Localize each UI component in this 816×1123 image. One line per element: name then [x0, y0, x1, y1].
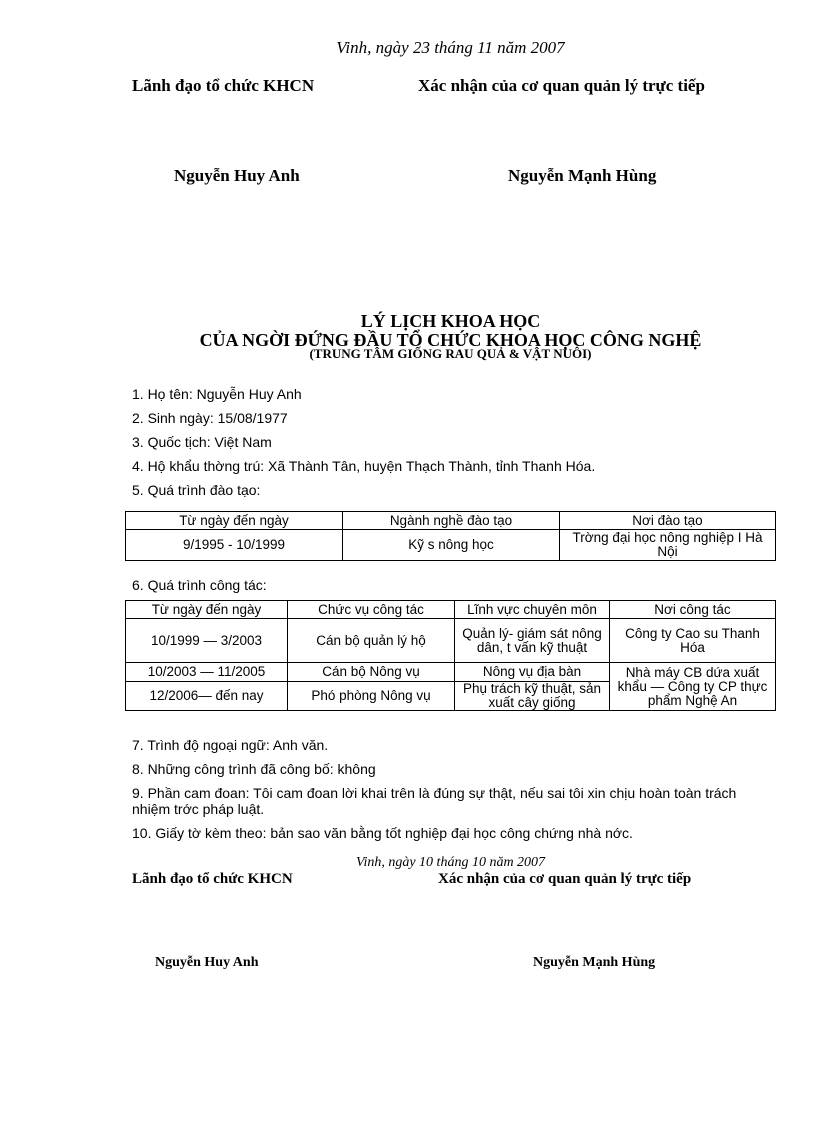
item-birthdate: 2. Sinh ngày: 15/08/1977 [132, 410, 288, 426]
footer-right-signer: Nguyễn Mạnh Hùng [533, 955, 656, 970]
work-cell: 10/1999 — 3/2003 [126, 619, 288, 663]
education-table [125, 511, 776, 561]
header-right-title: Xác nhận của cơ quan quản lý trực tiếp [418, 76, 705, 95]
education-cell: Kỹ s nông học [343, 530, 560, 561]
work-cell: Cán bộ quản lý hộ [288, 619, 455, 663]
item-residence: 4. Hộ khẩu thờng trú: Xã Thành Tân, huyện Thạch Thành, tỉnh Thanh Hóa. [132, 458, 596, 474]
item-work-heading: 6. Quá trình công tác: [132, 577, 267, 593]
education-cell: Trờng đại học nông nghiệp I Hà Nội [560, 530, 776, 561]
work-header-cell: Lĩnh vực chuyên môn [455, 601, 610, 619]
work-table [125, 600, 776, 711]
work-cell: 12/2006— đến nay [126, 682, 288, 711]
table-row [126, 619, 776, 663]
header-left-signer: Nguyễn Huy Anh [174, 166, 300, 185]
item-publications: 8. Những công trình đã công bố: không [132, 761, 376, 777]
doc-title-line3: (TRUNG TÂM GIỐNG RAU QUẢ & VẬT NUÔI) [309, 346, 592, 361]
item-education-heading: 5. Quá trình đào tạo: [132, 482, 261, 498]
table-row [126, 530, 776, 561]
header-date: Vinh, ngày 23 tháng 11 năm 2007 [336, 38, 565, 57]
work-header-cell: Từ ngày đến ngày [126, 601, 288, 619]
item-language: 7. Trình độ ngoại ngữ: Anh văn. [132, 737, 329, 753]
work-cell: Công ty Cao su Thanh Hóa [610, 619, 776, 663]
work-cell: Quản lý- giám sát nông dân, t vấn kỹ thuật [455, 619, 610, 663]
item-commitment: 9. Phần cam đoan: Tôi cam đoan lời khai trên là đúng sự thật, nếu sai tôi xin chịu hoàn toàn trách [132, 785, 737, 801]
footer-date: Vinh, ngày 10 tháng 10 năm 2007 [355, 855, 546, 870]
education-cell: 9/1995 - 10/1999 [126, 530, 343, 561]
work-header-cell: Nơi công tác [610, 601, 776, 619]
table-row [126, 663, 776, 682]
footer-right-title: Xác nhận của cơ quan quản lý trực tiếp [438, 871, 692, 887]
work-cell: Phụ trách kỹ thuật, sản xuất cây giống [455, 682, 610, 711]
item-nationality: 3. Quốc tịch: Việt Nam [132, 434, 272, 450]
footer-left-title: Lãnh đạo tổ chức KHCN [132, 871, 293, 887]
education-header-cell: Từ ngày đến ngày [126, 512, 343, 530]
footer-left-signer: Nguyễn Huy Anh [155, 955, 259, 970]
work-header-cell: Chức vụ công tác [288, 601, 455, 619]
work-cell: Nông vụ địa bàn [455, 663, 610, 682]
doc-title-line2: CỦA NGỜI ĐỨNG ĐẦU TỔ CHỨC KHOA HỌC CÔNG NGHỆ [199, 330, 702, 350]
education-header-cell: Nơi đào tạo [560, 512, 776, 530]
work-cell: Nhà máy CB dứa xuất khẩu — Công ty CP thực phẩm Nghệ An [610, 663, 776, 711]
item-fullname: 1. Họ tên: Nguyễn Huy Anh [132, 386, 302, 402]
work-cell: Phó phòng Nông vụ [288, 682, 455, 711]
doc-title-line1: LÝ LỊCH KHOA HỌC [360, 311, 541, 331]
work-cell: 10/2003 — 11/2005 [126, 663, 288, 682]
education-header-cell: Ngành nghề đào tạo [343, 512, 560, 530]
item-attachments: 10. Giấy tờ kèm theo: bản sao văn bằng tốt nghiệp đại học công chứng nhà nớc. [132, 825, 633, 841]
work-cell: Cán bộ Nông vụ [288, 663, 455, 682]
item-commitment-cont: nhiệm trớc pháp luật. [132, 801, 265, 817]
header-right-signer: Nguyễn Mạnh Hùng [508, 166, 657, 185]
header-left-title: Lãnh đạo tổ chức KHCN [132, 76, 315, 95]
